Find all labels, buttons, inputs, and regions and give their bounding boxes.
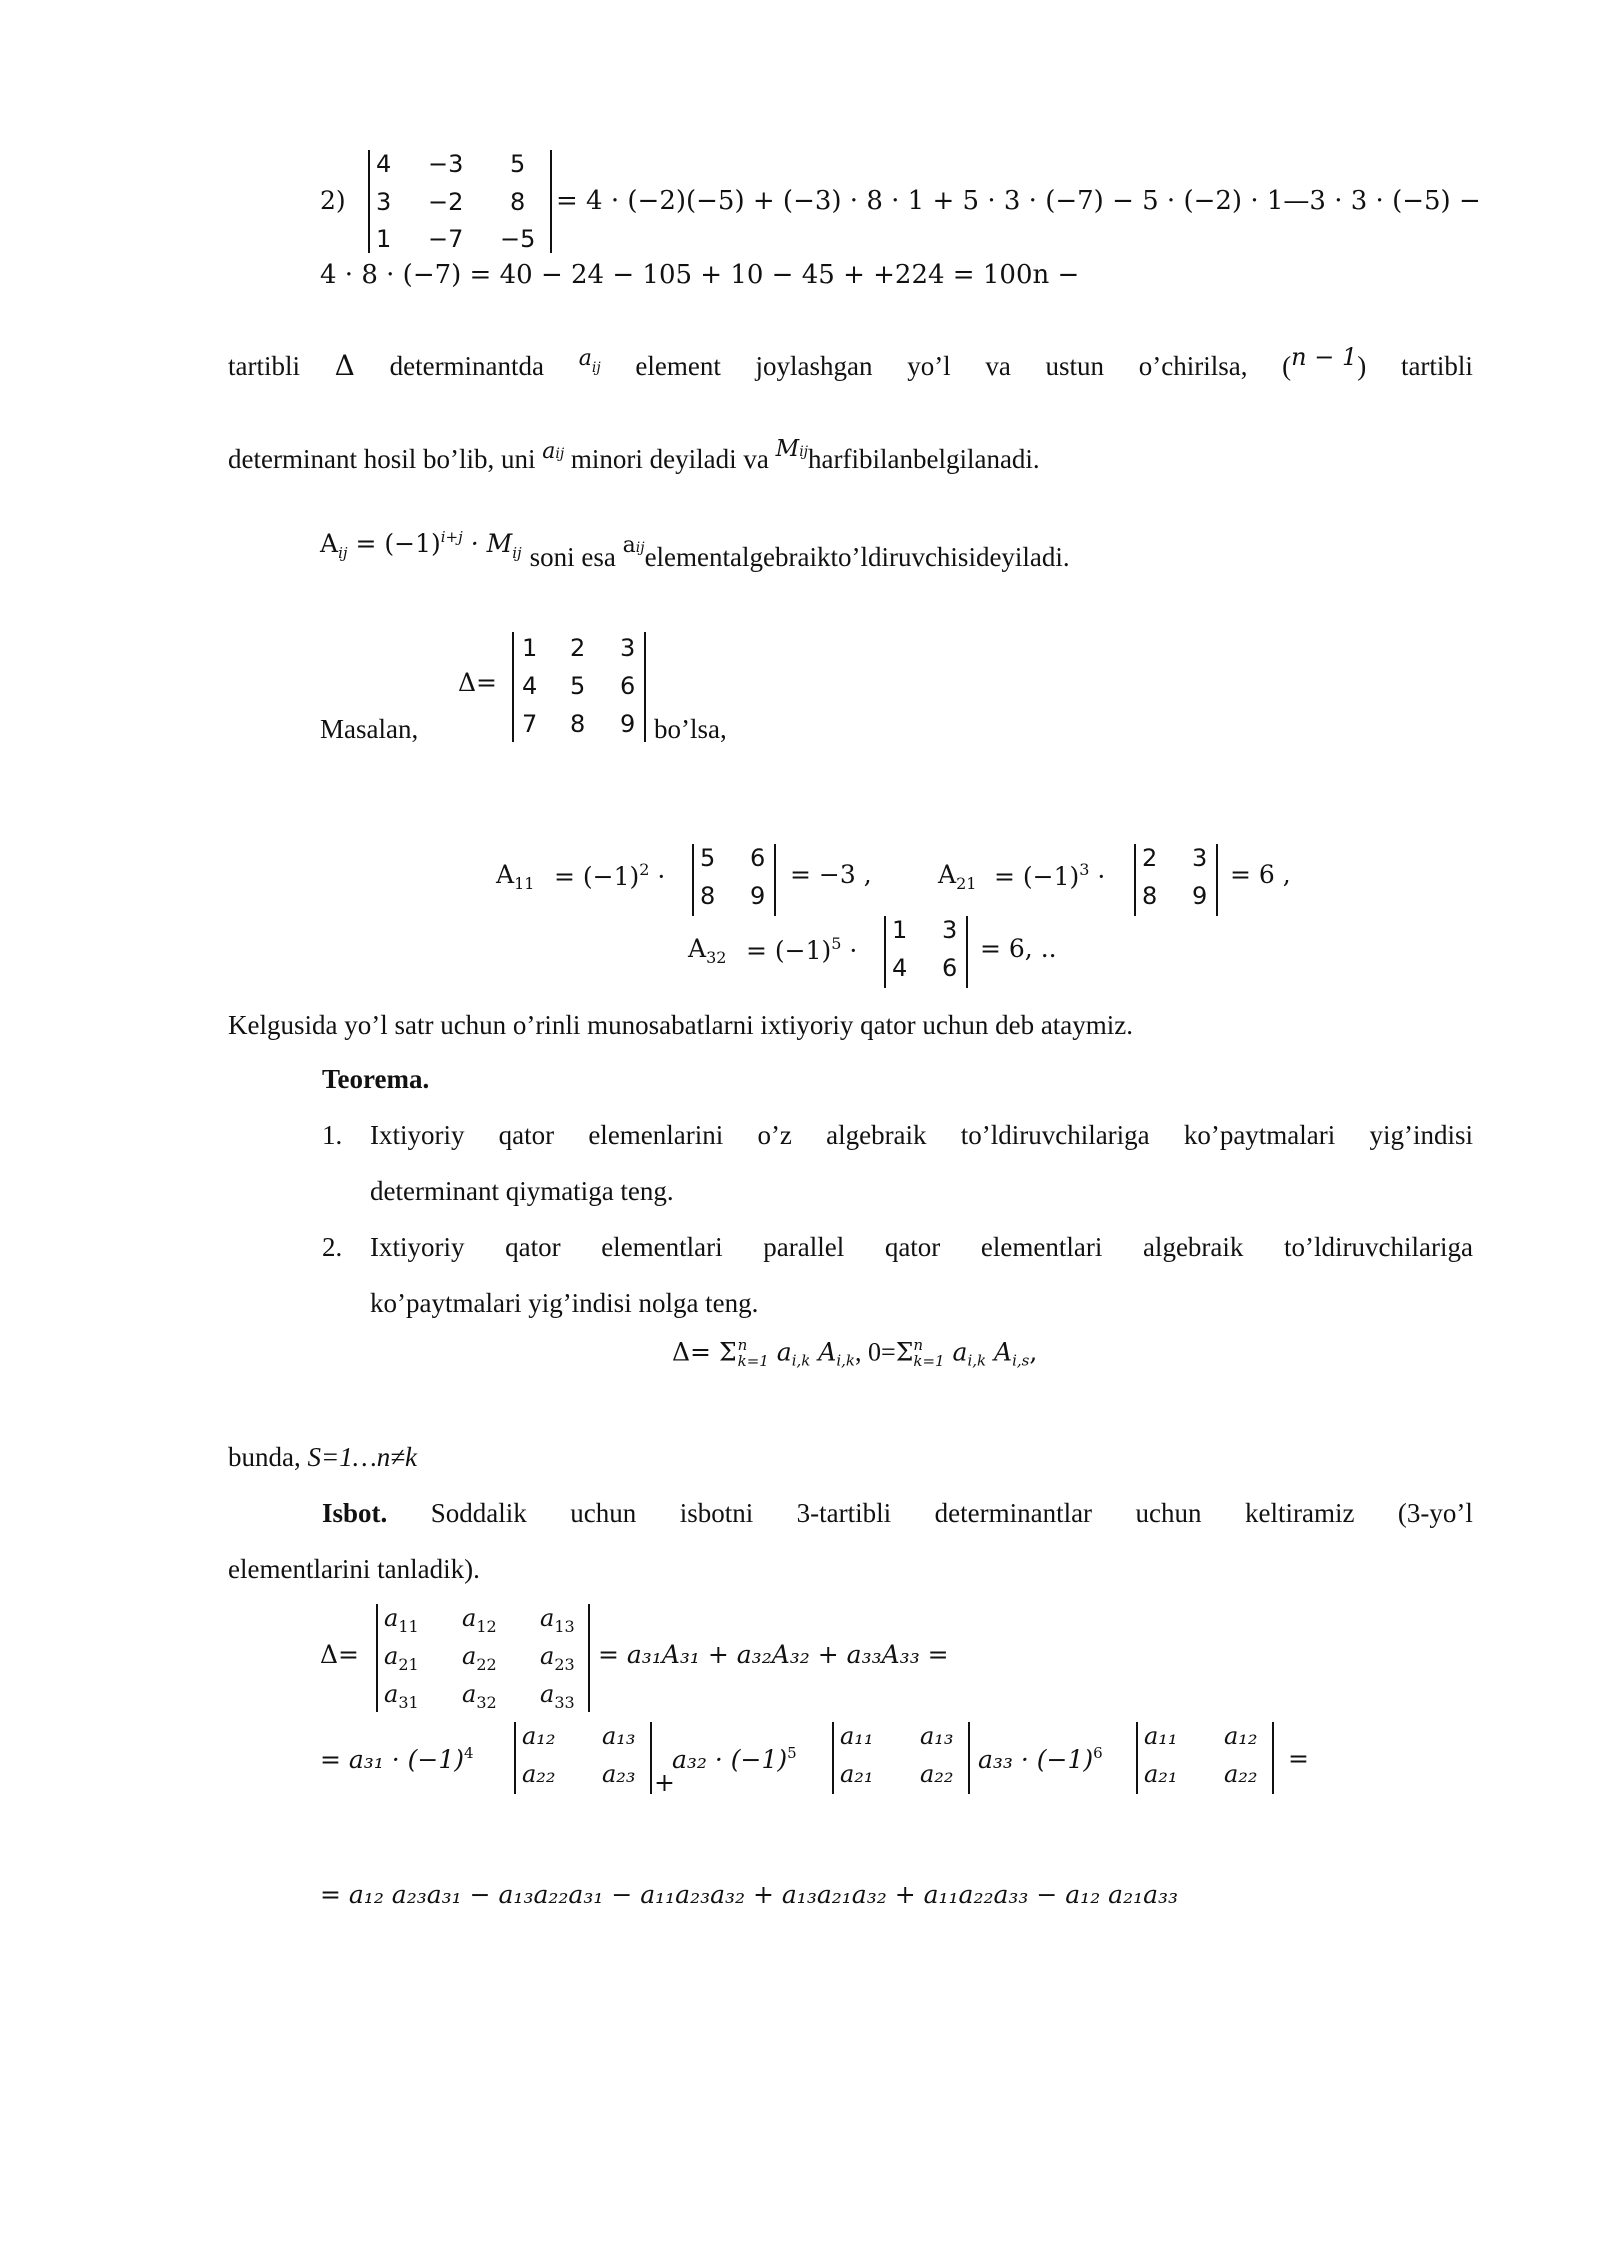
bolsa-text: bo’lsa,: [654, 714, 727, 744]
isbot-line2: elementlarini tanladik).: [228, 1554, 480, 1584]
proof-plus: +: [654, 1768, 675, 1797]
example-determinant: [512, 632, 646, 742]
matrix-cell: $a_{31}$: [384, 1680, 419, 1712]
matrix-cell: 6: [942, 954, 958, 982]
matrix-cell: 9: [620, 710, 636, 738]
matrix-cell: a₁₂: [522, 1722, 556, 1750]
bunda-line: bunda, S=1…n≠k: [228, 1442, 418, 1472]
example2-expansion-line1: = 4 · (−2)(−5) + (−3) · 8 · 1 + 5 · 3 · (−7) − 5 · (−2) · 1—3 · 3 · (−5) −: [556, 186, 1481, 216]
isbot-line1: Isbot. Soddalik uchun isbotni 3-tartibli determinantlar uchun keltiramiz (3-yo’l: [322, 1498, 1473, 1528]
example2-label: 2): [320, 186, 346, 215]
A21-result: = 6 ,: [1230, 860, 1291, 889]
matrix-cell: 4: [892, 954, 908, 982]
matrix-cell: −3: [428, 150, 464, 178]
teorema-sum-formula: Δ= Σ n k=1 $a_{i,k}$ $A_{i,k}$, 0=Σ n k=1 $a_{i,k}$ $A_{i,s}$,: [672, 1336, 1038, 1370]
matrix-cell: $a_{32}$: [462, 1680, 497, 1712]
matrix-cell: 1: [522, 634, 538, 662]
matrix-cell: 6: [750, 844, 766, 872]
proof-line2-end: =: [1288, 1744, 1309, 1773]
matrix-cell: 8: [1142, 882, 1158, 910]
matrix-cell: −7: [428, 225, 464, 253]
A32-result: = 6, ..: [980, 934, 1057, 963]
cofactor-formula: $A_{ij} = (-1)^{i+j} \cdot M_{ij}$: [320, 528, 522, 562]
matrix-cell: 8: [700, 882, 716, 910]
proof-line2-a: = $a_{31} \cdot (-1)^4$: [320, 1744, 474, 1774]
n-minus-one: (n − 1): [1282, 343, 1367, 381]
word: o’chirilsa,: [1138, 351, 1248, 381]
matrix-cell: a₁₃: [920, 1722, 954, 1750]
isbot-bold: Isbot.: [322, 1498, 388, 1528]
example2-determinant: [368, 150, 552, 253]
Mij-symbol: Mij: [775, 436, 809, 462]
kelgusida-paragraph: Kelgusida yo’l satr uchun o’rinli munosabatlarni ixtiyoriy qator uchun deb ataymiz.: [228, 1010, 1134, 1040]
matrix-cell: $a_{33}$: [540, 1680, 575, 1712]
A32-label: $A_{32}$: [688, 934, 727, 967]
teorema-item2-line2: ko’paytmalari yig’indisi nolga teng.: [370, 1288, 759, 1318]
proof-determinant: [376, 1604, 590, 1712]
matrix-cell: 8: [510, 188, 526, 216]
matrix-cell: 9: [1192, 882, 1208, 910]
A32-minor: [884, 916, 968, 988]
matrix-cell: a₂₂: [1224, 1760, 1258, 1788]
word: determinantda: [389, 351, 545, 381]
A11-label: $A_{11}$: [496, 860, 535, 893]
matrix-cell: a₁₂: [1224, 1722, 1258, 1750]
A21-eq: = $(-1)^3$ ·: [994, 860, 1106, 891]
cofactor-definition: [320, 528, 1070, 572]
matrix-cell: a₂₃: [602, 1760, 636, 1788]
teorema-item1-line1: Ixtiyoriy qator elemenlarini o’z algebraik to’ldiruvchilariga ko’paytmalari yig’indisi: [370, 1120, 1473, 1150]
teorema-item2-number: 2.: [322, 1232, 343, 1262]
proof-minor1: [514, 1722, 652, 1794]
A32-eq: = $(-1)^5$ ·: [746, 934, 858, 965]
matrix-cell: −2: [428, 188, 464, 216]
matrix-cell: a₂₂: [920, 1760, 954, 1788]
matrix-cell: $a_{22}$: [462, 1642, 497, 1674]
word: tartibli: [1400, 351, 1473, 381]
minor-definition-line2: determinant hosil bo’lib, uni $^{aij}$ minori deyiladi va Mijharfibilanbelgilanadi.: [228, 436, 1040, 474]
word: element: [635, 351, 721, 381]
matrix-cell: 3: [1192, 844, 1208, 872]
matrix-cell: $a_{23}$: [540, 1642, 575, 1674]
matrix-cell: 5: [570, 672, 586, 700]
matrix-cell: 2: [1142, 844, 1158, 872]
A11-minor: [692, 844, 776, 916]
word: yo’l: [907, 351, 951, 381]
proof-line3: = a₁₂ a₂₃a₃₁ − a₁₃a₂₂a₃₁ − a₁₁a₂₃a₃₂ + a₁₃a₂₁a₃₂ + a₁₁a₂₂a₃₃ − a₁₂ a₂₁a₃₃: [320, 1880, 1179, 1909]
word: joylashgan: [755, 351, 873, 381]
aij-symbol: $a_{ij}$: [578, 346, 601, 376]
example2-expansion-line2: 4 · 8 · (−7) = 40 − 24 − 105 + 10 − 45 + +224 = 100n −: [320, 260, 1080, 290]
cofactor-text: soni esa $^{aij}$elementalgebraikto’ldiruvchisideyiladi.: [529, 533, 1070, 572]
matrix-cell: 8: [570, 710, 586, 738]
masalan-label: Masalan,: [320, 714, 419, 744]
matrix-cell: 5: [510, 150, 526, 178]
teorema-title: Teorema.: [322, 1064, 430, 1094]
proof-line2-c: $a_{33} \cdot (-1)^6$: [978, 1744, 1103, 1774]
matrix-cell: 1: [376, 225, 392, 253]
matrix-cell: a₁₃: [602, 1722, 636, 1750]
matrix-cell: 1: [892, 916, 908, 944]
proof-delta-equals: Δ=: [320, 1640, 360, 1669]
matrix-cell: 2: [570, 634, 586, 662]
A11-eq: = $(-1)^2$ ·: [554, 860, 666, 891]
matrix-cell: a₁₁: [1144, 1722, 1178, 1750]
matrix-cell: 3: [376, 188, 392, 216]
matrix-cell: $a_{12}$: [462, 1604, 497, 1636]
matrix-cell: a₂₁: [1144, 1760, 1178, 1788]
proof-minor2: [832, 1722, 970, 1794]
word: tartibli: [228, 351, 300, 381]
matrix-cell: 5: [700, 844, 716, 872]
teorema-item1-line2: determinant qiymatiga teng.: [370, 1176, 674, 1206]
A21-minor: [1134, 844, 1218, 916]
matrix-cell: 4: [376, 150, 392, 178]
proof-line2-b: $a_{32} \cdot (-1)^5$: [672, 1744, 797, 1774]
delta-symbol: Δ: [334, 349, 355, 382]
matrix-cell: 7: [522, 710, 538, 738]
matrix-cell: a₁₁: [840, 1722, 874, 1750]
teorema-item2-line1: Ixtiyoriy qator elementlari parallel qator elementlari algebraik to’ldiruvchilariga: [370, 1232, 1473, 1262]
word: ustun: [1045, 351, 1105, 381]
A21-label: $A_{21}$: [938, 860, 977, 893]
proof-minor3: [1136, 1722, 1274, 1794]
minor-definition-line1: [228, 343, 1473, 385]
matrix-cell: a₂₁: [840, 1760, 874, 1788]
matrix-cell: $a_{13}$: [540, 1604, 575, 1636]
delta-equals: Δ=: [458, 668, 498, 697]
matrix-cell: $a_{11}$: [384, 1604, 419, 1636]
matrix-cell: $a_{21}$: [384, 1642, 419, 1674]
matrix-cell: 3: [942, 916, 958, 944]
matrix-cell: −5: [500, 225, 536, 253]
proof-rhs1: = a₃₁A₃₁ + a₃₂A₃₂ + a₃₃A₃₃ =: [598, 1640, 949, 1669]
word: va: [985, 351, 1011, 381]
matrix-cell: a₂₂: [522, 1760, 556, 1788]
aij-symbol: aij: [542, 439, 565, 464]
matrix-cell: 3: [620, 634, 636, 662]
matrix-cell: 4: [522, 672, 538, 700]
teorema-item1-number: 1.: [322, 1120, 343, 1150]
matrix-cell: 6: [620, 672, 636, 700]
A11-result: = −3 ,: [790, 860, 872, 889]
matrix-cell: 9: [750, 882, 766, 910]
